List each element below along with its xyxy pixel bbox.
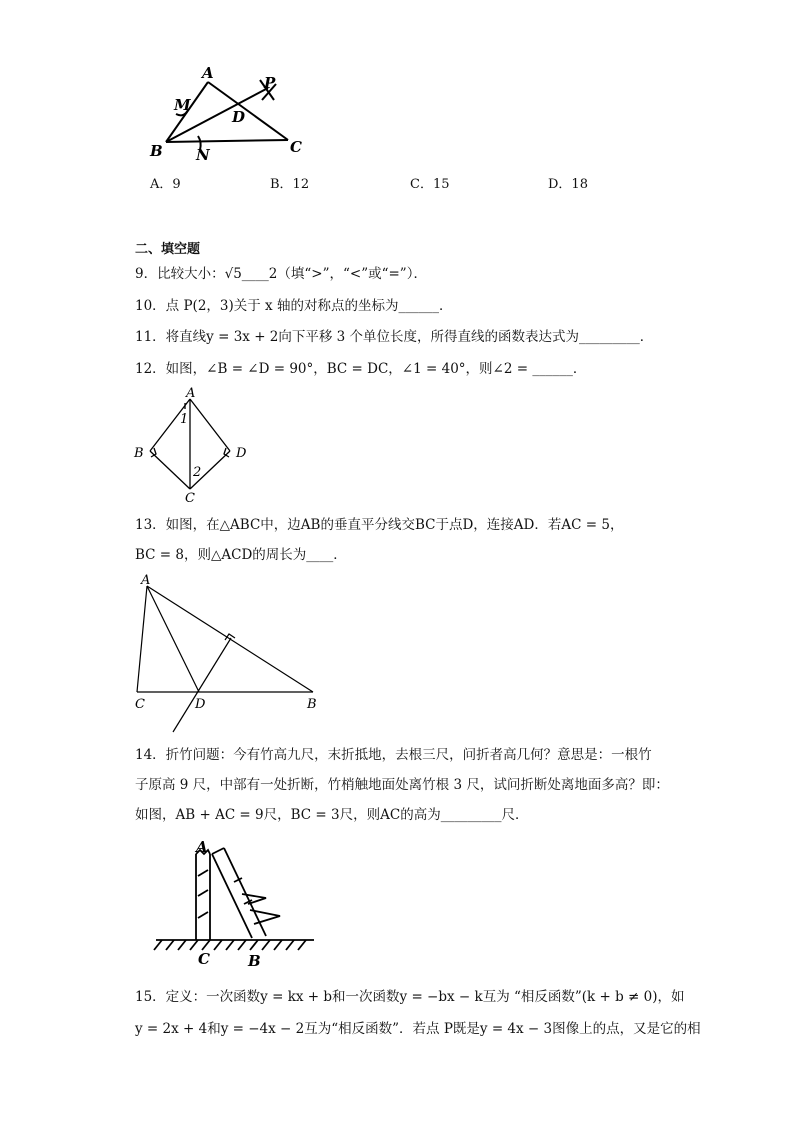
fig12-label-d: D: [236, 446, 247, 461]
figure-q8-triangle: [140, 60, 320, 165]
question-11: 11．将直线y = 3x + 2向下平移 3 个单位长度，所得直线的函数表达式为_________．: [135, 329, 654, 345]
fig13-label-d: D: [195, 697, 206, 712]
fig12-label-a: A: [186, 386, 196, 401]
fig12-angle-2: 2: [193, 465, 202, 480]
fig1-label-c: C: [290, 138, 302, 156]
question-10: 10．点 P(2，3)关于 x 轴的对称点的坐标为______．: [135, 298, 453, 314]
fig1-label-p: P: [264, 74, 276, 92]
fig12-label-c: C: [185, 491, 195, 505]
fig13-label-c: C: [135, 697, 145, 712]
figure-q12-kite: [130, 385, 255, 505]
fig1-label-a: A: [202, 64, 214, 82]
fig14-label-a: A: [196, 838, 208, 856]
fig13-label-a: A: [141, 573, 151, 588]
question-9: 9．比较大小：√5____2（填“>”，“<”或“=”）．: [135, 266, 427, 282]
fig1-label-b: B: [150, 142, 163, 160]
question-15-line1: 15．定义：一次函数y = kx + b和一次函数y = −bx − k互为 “相反函数”(k + b ≠ 0)，如: [135, 989, 685, 1005]
question-12: 12．如图，∠B = ∠D = 90°，BC = DC，∠1 = 40°，则∠2 = ______．: [135, 361, 587, 377]
fig13-label-b: B: [307, 697, 317, 712]
figure-q14-bamboo: [150, 832, 320, 970]
fig1-label-n: N: [196, 146, 210, 164]
option-a: A．9: [150, 177, 181, 192]
question-13-line2: BC = 8，则△ACD的周长为____．: [135, 547, 347, 563]
question-14-line2: 子原高 9 尺，中部有一处折断，竹梢触地面处离竹根 3 尺，试问折断处离地面多高？即：: [135, 777, 669, 793]
fig14-label-b: B: [248, 952, 261, 970]
fig1-label-d: D: [232, 108, 246, 126]
fig12-label-b: B: [134, 446, 144, 461]
fig12-angle-1: 1: [180, 412, 189, 427]
option-c: C．15: [410, 177, 450, 192]
section-title: 二、填空题: [135, 242, 201, 257]
question-15-line2: y = 2x + 4和y = −4x − 2互为“相反函数”．若点 P既是y = 4x − 3图像上的点，又是它的相: [135, 1021, 701, 1037]
option-d: D．18: [548, 177, 588, 192]
question-14-line3: 如图，AB + AC = 9尺，BC = 3尺，则AC的高为_________尺．: [135, 807, 529, 823]
question-14-line1: 14．折竹问题：今有竹高九尺，末折抵地，去根三尺，问折者高几何？意思是：一根竹: [135, 747, 652, 763]
figure-q13-triangle: [125, 568, 335, 738]
fig14-label-c: C: [198, 950, 210, 968]
fig1-label-m: M: [174, 96, 191, 114]
question-13-line1: 13．如图，在△ABC中，边AB的垂直平分线交BC于点D，连接AD．若AC = 5，: [135, 517, 624, 533]
option-b: B．12: [270, 177, 310, 192]
